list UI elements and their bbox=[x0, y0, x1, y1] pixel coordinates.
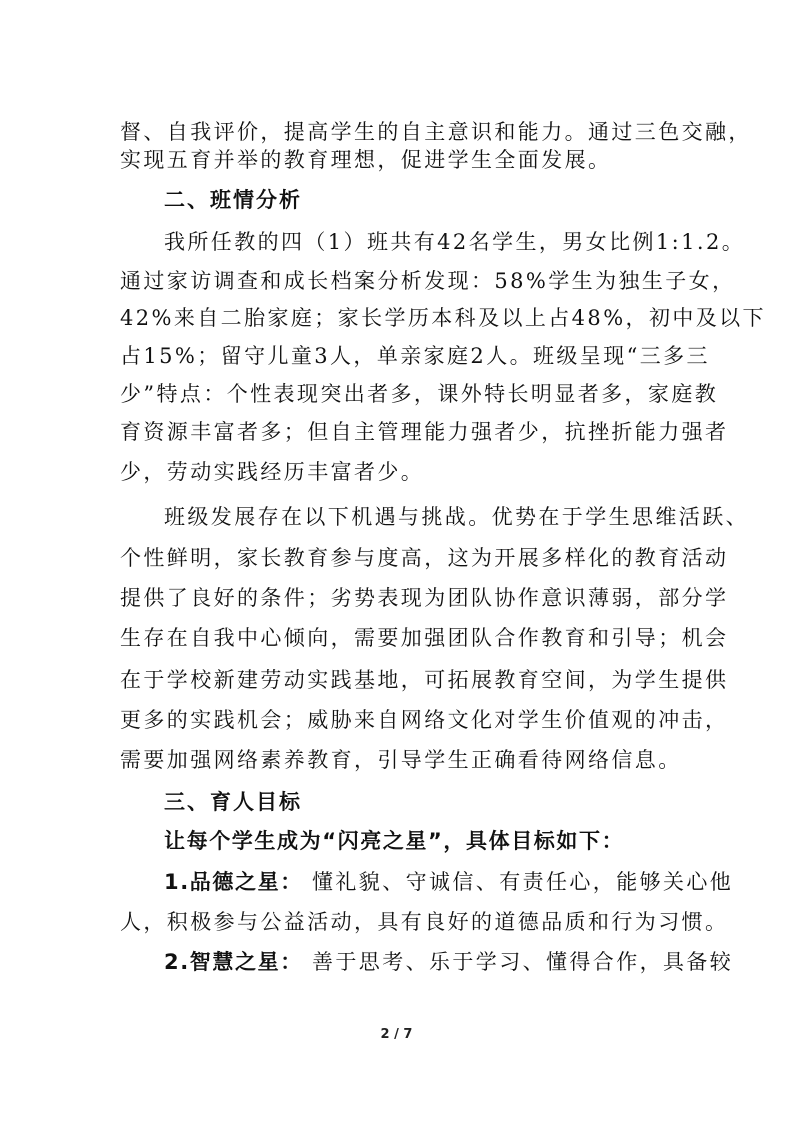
page-number: 2 / 7 bbox=[380, 1027, 413, 1042]
goal-text: 懂礼貌、守诚信、有责任心，能够关心他 bbox=[312, 870, 734, 894]
goal-text: 善于思考、乐于学习、懂得合作，具备较 bbox=[312, 950, 734, 974]
document-page: 督、自我评价，提高学生的自主意识和能力。通过三色交融， 实现五育并举的教育理想，促进学生全面发展。 二、班情分析 我所任教的四（1）班共有42名学生，男女比例1:1.2。 通过家访调查和成长档案分析发现：58%学生为独生子女， 42%来自二胎家庭；家长学历本科及以上占48%，初中及以下 占15%；留守儿童3人，单亲家庭2人。班级呈现“三多三 少”特点：个性表现突出者多，课外特长明显者多，家庭教 育资源丰富者多；但自主管理能力强者少，抗挫折能力强者 少，劳动实践经历丰富者少。 班级发展存在以下机遇与挑战。优势在于学生思维活跃、 个性鲜明，家长教育参与度高，这为开展多样化的教育活动 提供了良好的条件；劣势表现为团队协作意识薄弱，部分学 生存在自我中心倾向，需要加强团队合作教育和引导；机会 在于学校新建劳动实践基地，可拓展教育空间，为学生提供 更多的实践机会；威胁来自网络文化对学生价值观的冲击， 需要加强网络素养教育，引导学生正确看待网络信息。 三、育人目标 让每个学生成为“闪亮之星”，具体目标如下： 1.品德之星： 懂礼貌、守诚信、有责任心，能够关心他 人，积极参与公益活动，具有良好的道德品质和行为习惯。 2.智慧之星： 善于思考、乐于学习、懂得合作，具备较 2 / 7 bbox=[0, 0, 793, 1122]
goal-label: 1.品德之星： bbox=[164, 870, 303, 894]
goal-label: 2.智慧之星： bbox=[164, 950, 303, 974]
